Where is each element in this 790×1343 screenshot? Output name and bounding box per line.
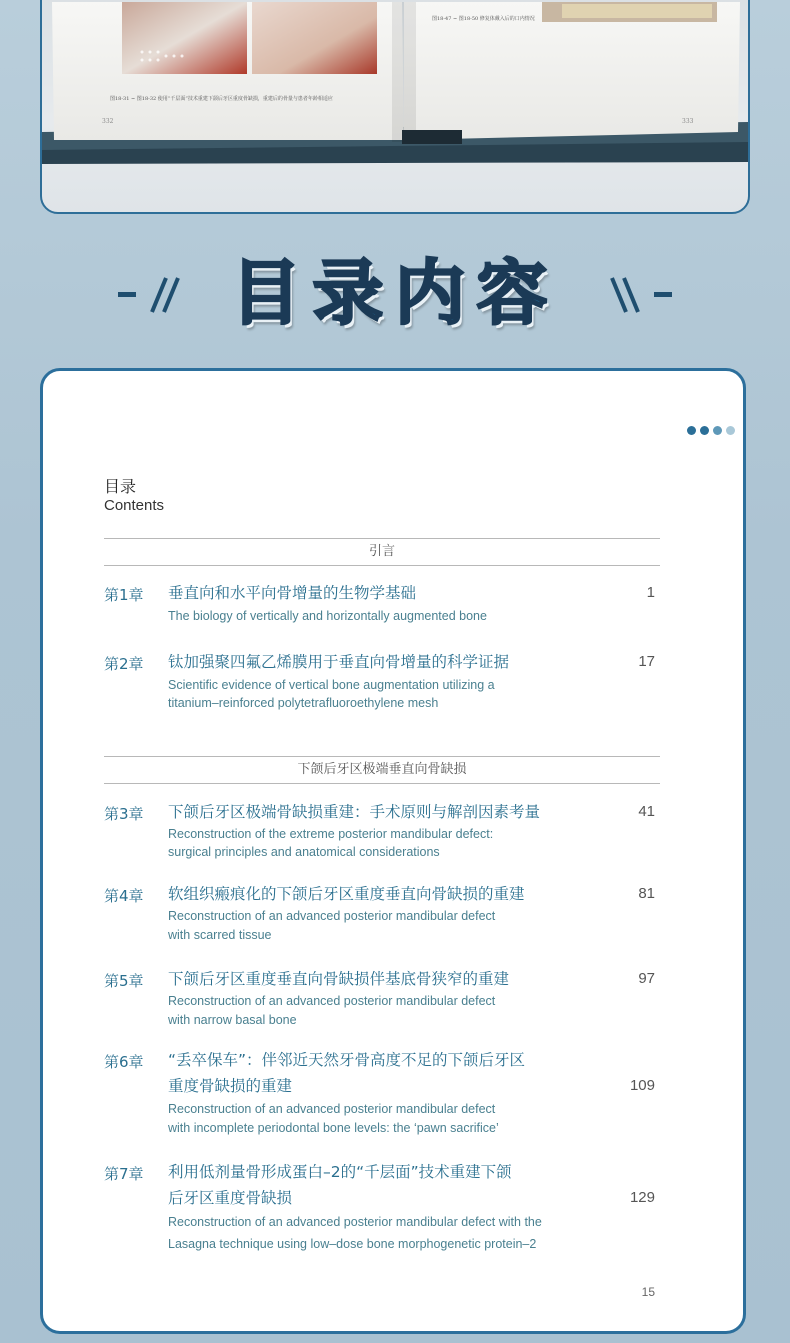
section-label: 引言 [368,544,395,559]
chapter-title-en: Scientific evidence of vertical bone augmentation utilizing a [168,678,495,692]
dot-2 [700,426,709,435]
open-book-image [42,0,748,212]
contents-heading-zh: 目录 [104,477,137,496]
chapter-title-en: Reconstruction of an advanced posterior mandibular defect [168,994,496,1008]
chapter-title-zh: 软组织瘢痕化的下颌后牙区重度垂直向骨缺损的重建 [168,885,525,903]
chapter-page: 81 [638,885,655,902]
chapter-title-zh: 钛加强聚四氟乙烯膜用于垂直向骨增量的科学证据 [168,653,510,671]
left-page-caption: 图18-31 ~ 图18-32 使用“千层面”技术重建下颌后牙区重度骨缺损，重建后的骨量与患者年龄相适应 [110,96,333,102]
chapter-title-en: Reconstruction of an advanced posterior mandibular defect [168,909,496,923]
chapter-page: 109 [629,1077,655,1094]
dot-3 [713,426,722,435]
page-title: 目录内容 [231,252,559,334]
chapter-page: 17 [638,653,655,670]
chapter-title-en: with narrow basal bone [168,1013,297,1027]
chapter-title-zh: 后牙区重度骨缺损 [168,1189,293,1207]
dot-4 [726,426,735,435]
chapter-title-en: surgical principles and anatomical considerations [168,845,440,859]
section-header [104,538,660,566]
chapter-title-en: Reconstruction of an advanced posterior mandibular defect with the [168,1215,542,1229]
chapter-title-zh: “丢卒保车”：伴邻近天然牙骨高度不足的下颌后牙区 [168,1051,526,1069]
right-page-number: 333 [682,118,694,125]
chapter-page: 41 [638,803,655,820]
chapter-title-en: titanium–reinforced polytetrafluoroethylene mesh [168,696,439,710]
chapter-number: 第3章 [104,805,144,823]
chapter-title-en: Reconstruction of the extreme posterior mandibular defect: [168,827,494,841]
chapter-number: 第6章 [104,1053,144,1071]
right-page-caption: 图18-47 ~ 图18-50 修复体戴入后的口内情况 [432,16,535,22]
chapter-title-zh: 下颌后牙区极端骨缺损重建：手术原则与解剖因素考量 [168,803,541,821]
chapter-title-en: with scarred tissue [168,928,272,942]
section-title [0,248,790,338]
chapter-number: 第2章 [104,655,144,673]
section-label: 下颌后牙区极端垂直向骨缺损 [297,762,467,777]
chapter-page: 129 [629,1189,655,1206]
chapter-title-en: with incomplete periodontal bone levels: the ‘pawn sacrifice’ [168,1121,499,1135]
chapter-page: 97 [638,970,655,987]
section-header [104,756,660,784]
dot-1 [687,426,696,435]
right-slash-decoration [610,276,672,316]
chapter-title-en: Reconstruction of an advanced posterior mandibular defect [168,1102,496,1116]
contents-card [40,368,746,1334]
chapter-number: 第4章 [104,887,144,905]
book-photo [40,0,750,214]
chapter-title-en: Lasagna technique using low–dose bone morphogenetic protein–2 [168,1237,537,1251]
left-page-number: 332 [102,118,114,125]
chapter-title-en: The biology of vertically and horizontally augmented bone [168,609,487,623]
chapter-number: 第5章 [104,972,144,990]
chapter-page: 1 [646,584,655,601]
dots-decoration [687,426,735,435]
chapter-title-zh: 利用低剂量骨形成蛋白–2的“千层面”技术重建下颌 [168,1163,512,1181]
chapter-title-zh: 重度骨缺损的重建 [168,1077,293,1095]
chapter-title-zh: 垂直向和水平向骨增量的生物学基础 [168,584,417,602]
chapter-number: 第1章 [104,586,144,604]
chapter-number: 第7章 [104,1165,144,1183]
chapter-title-zh: 下颌后牙区重度垂直向骨缺损伴基底骨狭窄的重建 [168,970,510,988]
page-number: 15 [641,1285,655,1299]
contents-heading-en: Contents [104,497,165,514]
